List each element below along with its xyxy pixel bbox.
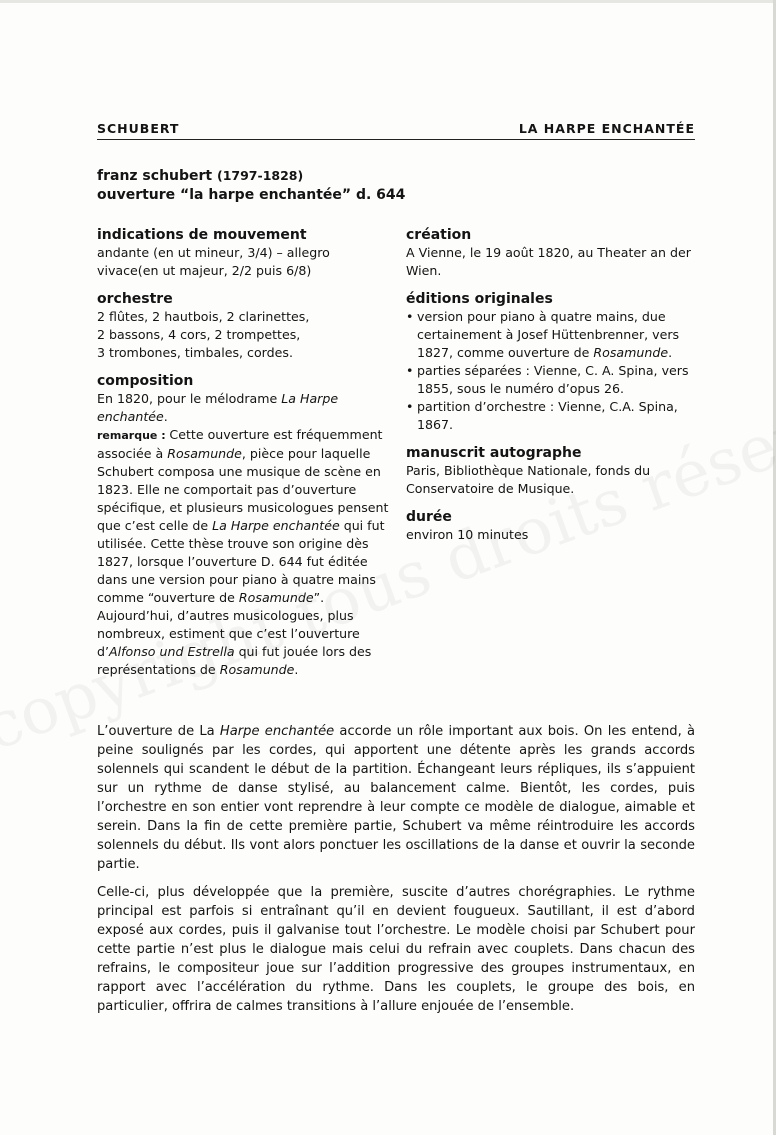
edition-text: version pour piano à quatre mains, due certainement à Josef Hüttenbrenner, vers 1827, comme ouverture de: [417, 309, 680, 360]
tempo-text: [97, 244, 397, 280]
composer-line: [97, 166, 697, 186]
composer-dates: (1797-1828): [217, 168, 304, 183]
composition-text: [97, 390, 397, 426]
left-column: [97, 226, 397, 679]
manuscript-text: Paris, Bibliothèque Nationale, fonds du Conservatoire de Musique.: [406, 463, 651, 496]
creation-heading: création: [406, 227, 472, 243]
remark-part: qui fut utilisée. Cette thèse trouve son origine dès 1827, lorsque l’ouverture D. 644 fut éditée dans une version pour piano à quatre mains comme “ouverture de: [97, 518, 385, 605]
remark-text: [97, 426, 397, 679]
remark-italic: Rosamunde: [167, 446, 242, 461]
editions-list: [406, 308, 706, 434]
creation-text: A Vienne, le 19 août 1820, au Theater an der Wien.: [406, 245, 691, 278]
composer-name: franz schubert: [97, 168, 213, 184]
paragraph-part: accorde un rôle important aux bois. On les entend, à peine soulignés par les cordes, qui apportent une détente après les grands accords solennels qui scandent le début de la partition. Échangeant leurs répliques, ils s’appuient sur un rythme de danse stylisé, au balancement calme. Bientôt, les cordes, puis l’orchestre en son entier vont reprendre à leur compte ce modèle de dialogue, aimable et serein. Dans la fin de cette première partie, Schubert va même réintroduire les accords solennels du début. Ils vont alors ponctuer les oscillations de la danse et ouvrir la seconde partie.: [97, 724, 696, 872]
remark-italic: Rosamunde: [238, 590, 314, 605]
edition-text: .: [668, 345, 673, 360]
remark-label: remarque :: [97, 429, 170, 442]
tempo-line: vivace(en ut majeur, 2/2 puis 6/8): [97, 263, 312, 278]
running-header: [97, 121, 695, 140]
remark-italic: La Harpe enchantée: [212, 518, 340, 533]
paragraph-part: L’ouverture de La: [97, 724, 220, 739]
remark-part: qui fut jouée lors des représentations de: [97, 644, 372, 677]
composition-work-italic: La Harpe enchantée: [97, 391, 339, 424]
edition-italic: Rosamunde: [593, 345, 669, 360]
remark-part: .: [294, 662, 299, 677]
work-title-block: [97, 166, 697, 205]
header-work-title: LA HARPE ENCHANTÉE: [518, 121, 695, 136]
edition-item: • partition d’orchestre : Vienne, C.A. Spina, 1867.: [406, 398, 706, 434]
remark-part: , pièce pour laquelle Schubert composa une musique de scène en 1823. Elle ne comportait pas d’ouverture spécifique, et plusieurs musicologues pensent que c’est celle de: [97, 446, 389, 533]
page-edge-top: [0, 0, 776, 3]
duration-heading: durée: [406, 509, 452, 525]
remark-italic: Rosamunde: [219, 662, 295, 677]
work-name: ouverture “la harpe enchantée” d. 644: [97, 187, 406, 203]
paragraph-italic: Harpe enchantée: [219, 724, 335, 739]
edition-item: • parties séparées : Vienne, C. A. Spina, vers 1855, sous le numéro d’opus 26.: [406, 362, 706, 398]
paragraph: Celle-ci, plus développée que la première, suscite d’autres chorégraphies. Le rythme principal est parfois si entraînant qu’il en devient fougueux. Sautillant, il est d’abord exposé aux cordes, puis il galvanise tout l’orchestre. Le modèle choisi par Schubert pour cette partie n’est plus le dialogue mais celui du refrain avec couplets. Dans chacun des refrains, le compositeur joue sur l’addition progressive des groupes instrumentaux, en rapport avec l’accélération du rythme. Dans les couplets, le groupe des bois, en particulier, offrira de calmes transitions à l’allure enjouée de l’ensemble.: [97, 885, 695, 1014]
editions-heading: éditions originales: [406, 291, 553, 307]
orchestra-line: 2 bassons, 4 cors, 2 trompettes,: [97, 327, 301, 342]
header-composer: SCHUBERT: [97, 121, 180, 136]
edition-item: [406, 308, 706, 362]
tempo-heading: indications de mouvement: [97, 227, 307, 243]
right-column: [406, 226, 706, 544]
manuscript-heading: manuscrit autographe: [406, 445, 582, 461]
duration-text: environ 10 minutes: [406, 527, 529, 542]
paragraph: [97, 722, 695, 874]
remark-italic: Alfonso und Estrella: [109, 644, 235, 659]
orchestra-heading: orchestre: [97, 291, 173, 307]
remark-part: Cette ouverture est fréquemment associée à: [97, 427, 383, 461]
tempo-line: andante (en ut mineur, 3/4) – allegro: [97, 245, 330, 260]
orchestra-line: 2 flûtes, 2 hautbois, 2 clarinettes,: [97, 309, 310, 324]
program-note-body: [97, 722, 695, 1025]
orchestra-line: 3 trombones, timbales, cordes.: [97, 345, 293, 360]
orchestra-text: [97, 308, 397, 362]
composition-heading: composition: [97, 373, 194, 389]
composition-text-part: En 1820, pour le mélodrame: [97, 391, 282, 406]
remark-part: ”. Aujourd’hui, d’autres musicologues, plus nombreux, estiment que c’est l’ouverture d’: [97, 590, 360, 659]
composition-text-part: .: [163, 409, 168, 424]
